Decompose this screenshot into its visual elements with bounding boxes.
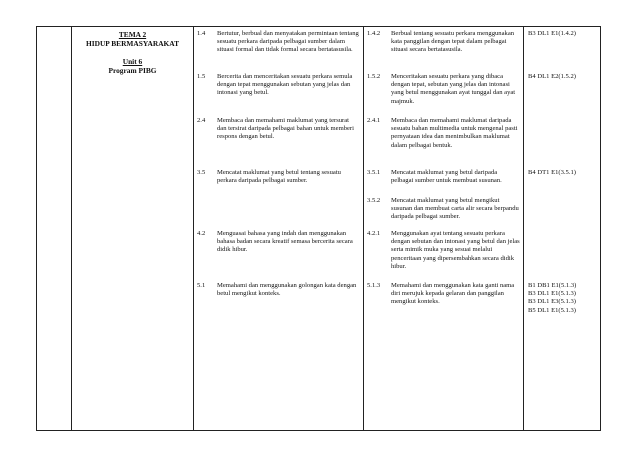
sub-standard-item: 4.2.1 Menggunakan ayat tentang sesuatu perkara dengan sebutan dan intonasi yang betul dan jelas serta mimik muka yang sesuai melalui penceritaan yang dipersembahkan secara didik hibur. (367, 230, 520, 270)
standard-item: 1.5 Bercerita dan menceritakan sesuatu perkara semula dengan tepat menggunakan sebutan yang jelas dan intonasi yang betul. (197, 73, 353, 97)
standard-item: 2.4 Membaca dan memahami maklumat yang tersurat dan tersirat daripada pelbagai bahan untuk memberi respons dengan betul. (197, 117, 354, 141)
table-row (37, 27, 601, 431)
sub-standard-item: 1.4.2 Berbual tentang sesuatu perkara menggunakan kata panggilan dengan tepat dalam pelbagai situasi secara bertatasusila. (367, 30, 515, 54)
bands-cell (524, 27, 601, 431)
tema-cell (72, 27, 194, 431)
program-label: Program PIBG (108, 66, 157, 75)
standard-item: 3.5 Mencatat maklumat yang betul tentang sesuatu perkara daripada pelbagai sumber. (197, 169, 341, 185)
sub-standards-cell (364, 27, 524, 431)
sub-standard-item: 1.5.2 Menceritakan sesuatu perkara yang dibaca dengan tepat, sebutan yang jelas dan intonasi yang betul menggunakan ayat tunggal dan ayat majmuk. (367, 73, 516, 105)
sub-standard-item: 3.5.2 Mencatat maklumat yang betul mengikut susunan dan membuat carta alir secara berpandu daripada pelbagai sumber. (367, 197, 519, 221)
tema-title: TEMA 2 (118, 30, 147, 39)
standard-item: 4.2 Menguasai bahasa yang indah dan menggunakan bahasa badan secara kreatif semasa bercerita secara didik hibur. (197, 230, 353, 254)
tema-block (72, 27, 193, 75)
band-item: B4 DT1 E1(3.5.1) (528, 169, 576, 176)
blank-cell (37, 27, 72, 431)
lesson-plan-table (36, 26, 601, 431)
standard-item: 5.1 Memahami dan menggunakan golongan kata dengan betul mengikut konteks. (197, 282, 357, 298)
sub-standard-item: 3.5.1 Mencatat maklumat yang betul daripada pelbagai sumber untuk membuat susunan. (367, 169, 502, 185)
band-item: B1 DB1 E1(5.1.3) B3 DL1 E1(5.1.3) B3 DL1 E3(5.1.3) B5 DL1 E1(5.1.3) (528, 282, 577, 314)
tema-name: HIDUP BERMASYARAKAT (85, 39, 179, 48)
standard-item: 1.4 Bertutur, berbual dan menyatakan permintaan tentang sesuatu perkara daripada pelbagai sumber dalam situasi formal dan tidak formal secara bertatasusila. (197, 30, 359, 54)
standards-cell (194, 27, 364, 431)
band-item: B4 DL1 E2(1.5.2) (528, 73, 576, 80)
unit-label: Unit 6 (122, 57, 143, 66)
sub-standard-item: 2.4.1 Membaca dan memahami maklumat daripada sesuatu bahan multimedia untuk mengenal pasti pernyataan idea dan menimbulkan maklumat dalam pelbagai bentuk. (367, 117, 518, 149)
band-item: B3 DL1 E1(1.4.2) (528, 30, 576, 37)
sub-standard-item: 5.1.3 Memahami dan menggunakan kata ganti nama diri merujuk kepada gelaran dan panggilan mengikut konteks. (367, 282, 515, 306)
